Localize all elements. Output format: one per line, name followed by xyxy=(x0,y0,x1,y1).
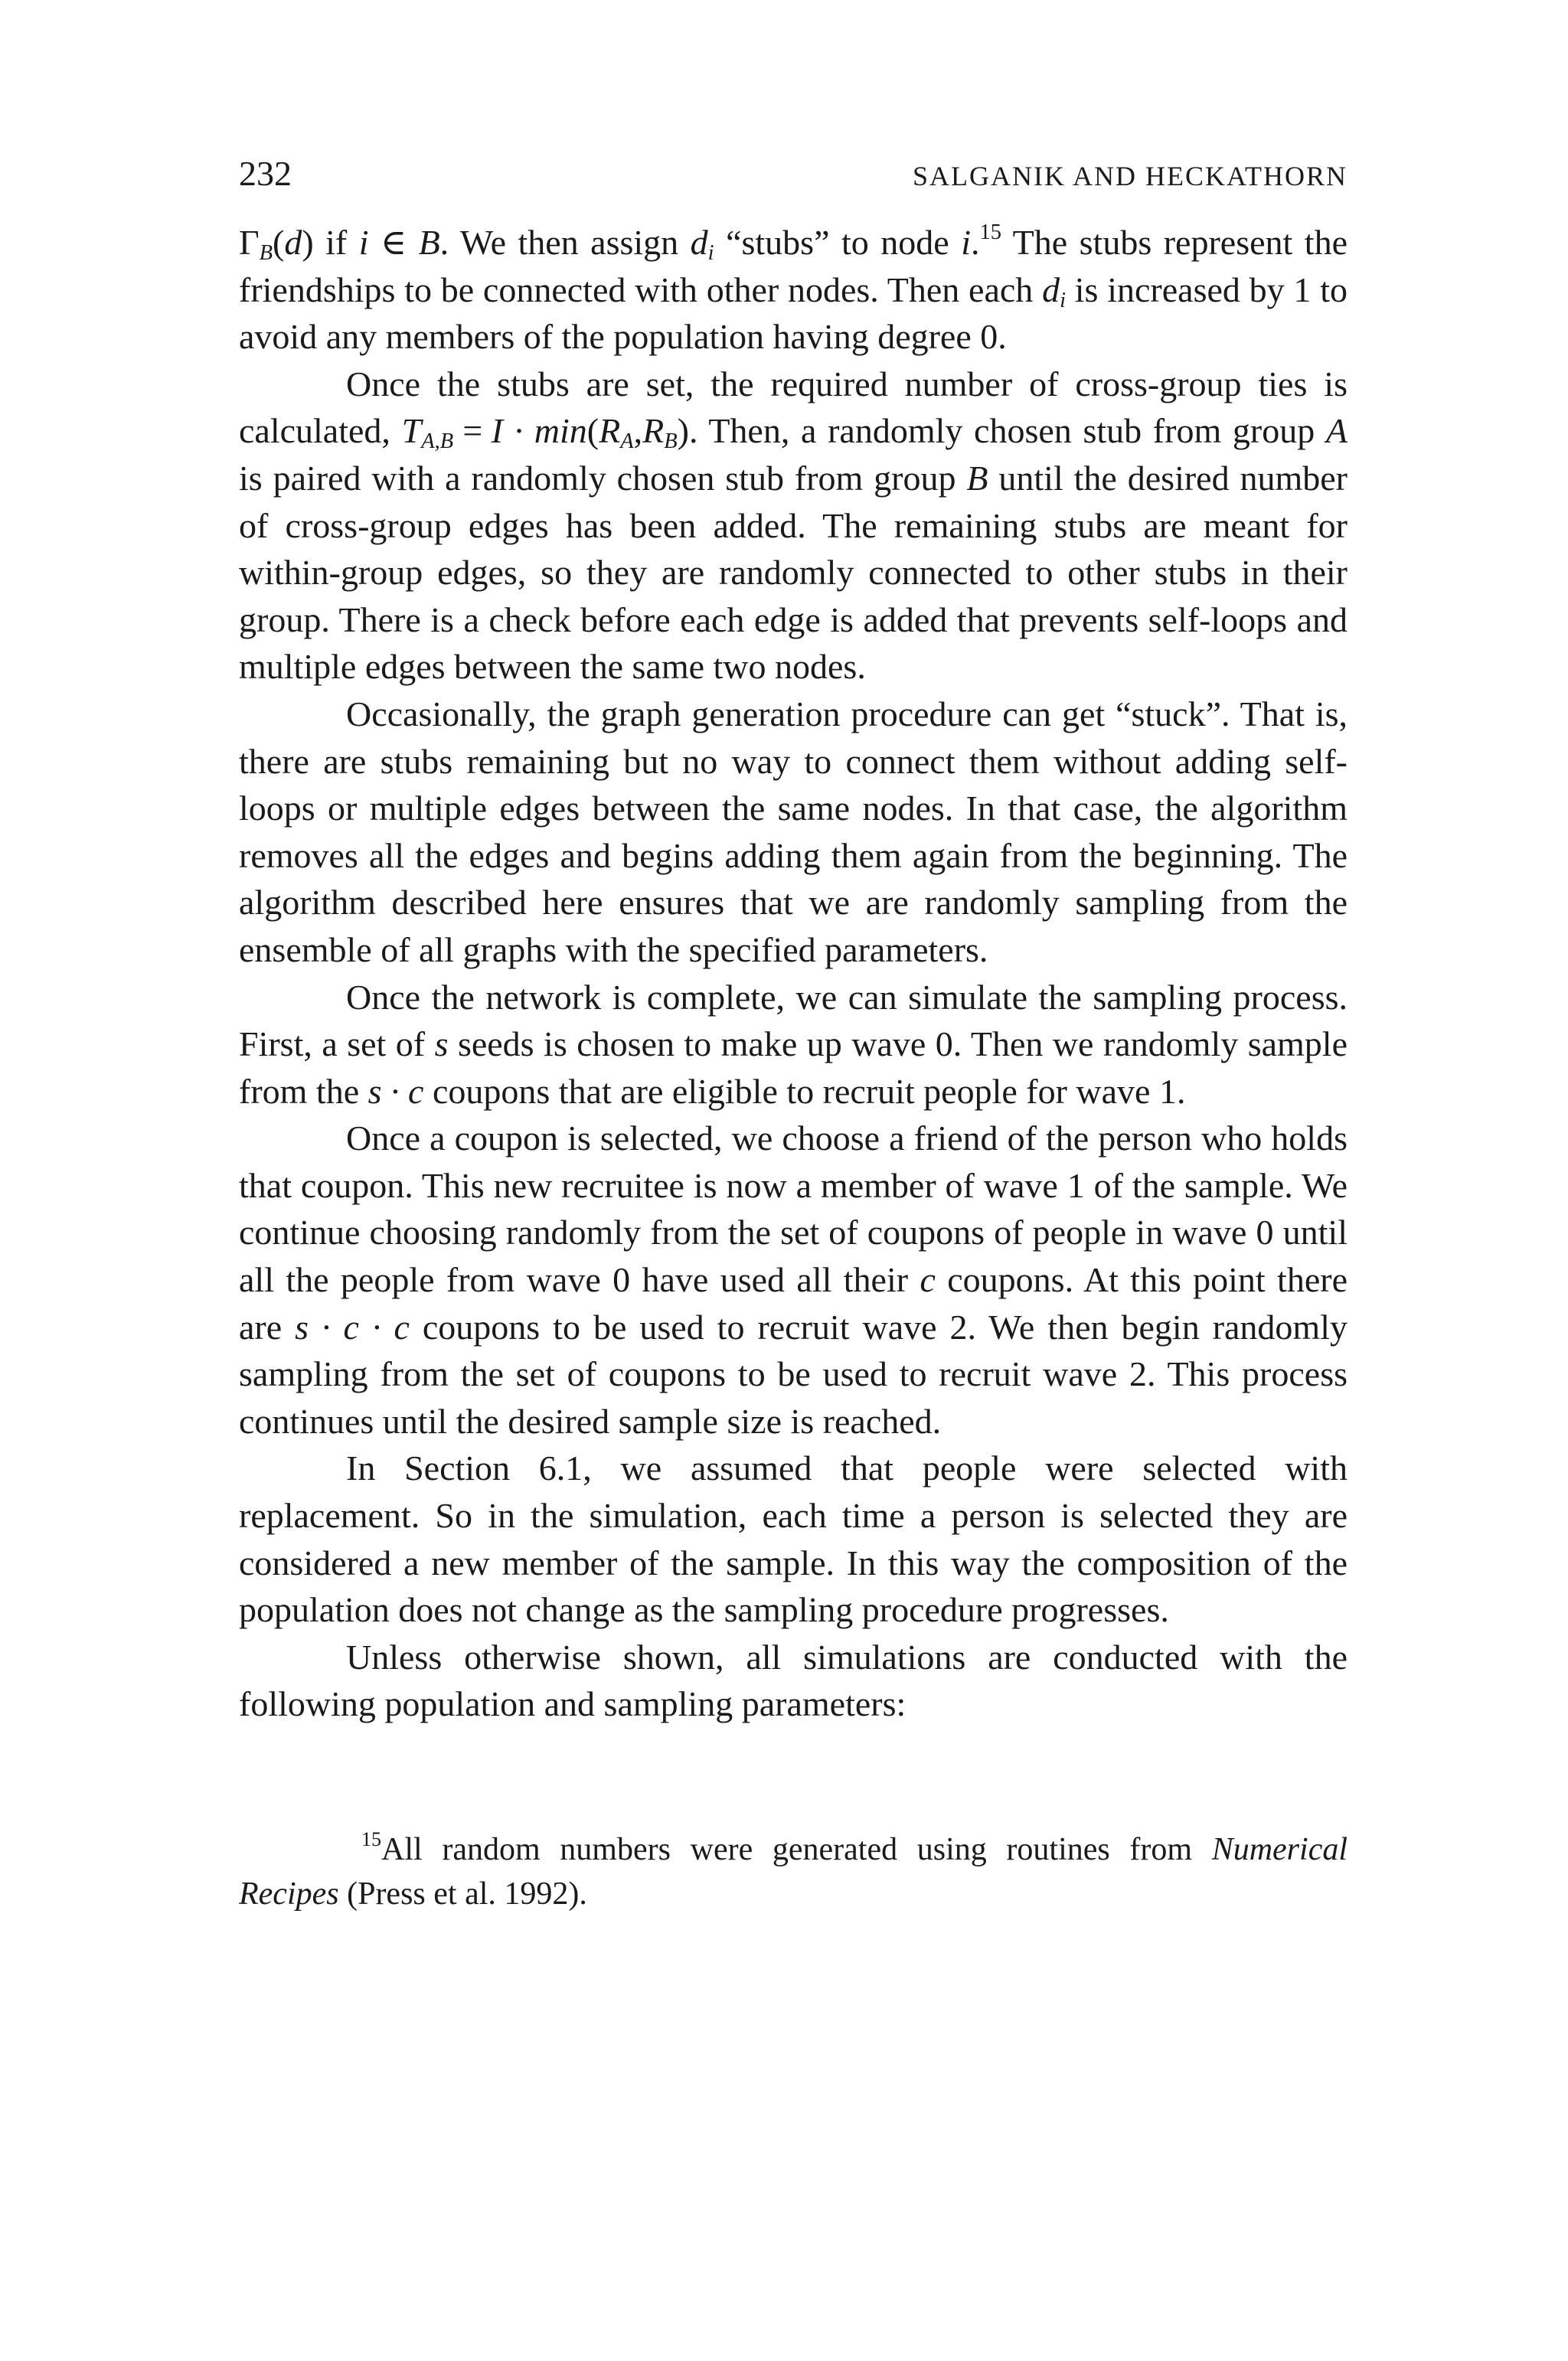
paragraph-1: $\Gamma_B(d)$ if i ∈ B. We then assign $d_i$ “stubs” to node i.$^{15}$ The stubs represent the friendships to be connected with other nodes. Then each $d_i$ is increased by 1 to avoid any members of the population having degree 0. xyxy=(239,220,1348,357)
math-sub-b: B xyxy=(259,241,273,266)
footnote-number: 15 xyxy=(361,1827,382,1850)
footnote-source-title: Numerical Recipes xyxy=(239,1832,1348,1912)
page-number: 232 xyxy=(239,154,292,193)
footnote-15: $^{15}$All random numbers were generated using routines from Numerical Recipes (Press et al. 1992). xyxy=(239,1827,1348,1912)
math-gamma: Γ xyxy=(239,223,260,262)
math-t: T xyxy=(401,411,422,451)
paragraph-5: Once a coupon is selected, we choose a friend of the person who holds that coupon. This new recruitee is now a member of wave 1 of the sample. We continue choosing randomly from the set of coupons of people in wave 0 until all the people from wave 0 have used all their c coupons. At this point there are s · c · c coupons to be used to recruit wave 2. We then begin randomly sampling from the set of coupons to be used to recruit wave 2. This process continues until the desired sample size is reached. xyxy=(239,1118,1348,1441)
running-head xyxy=(239,153,1348,214)
paragraph-3: Occasionally, the graph generation procedure can get “stuck”. That is, there are stubs remaining but no way to connect them without adding self-loops or multiple edges between the same nodes. In that case, the algorithm removes all the edges and begins adding them again from the beginning. The algorithm described here ensures that we are randomly sampling from the ensemble of all graphs with the specified parameters. xyxy=(239,694,1348,969)
running-title: SALGANIK AND HECKATHORN xyxy=(913,161,1348,191)
math-di-2: d xyxy=(1042,269,1060,309)
math-d: d xyxy=(284,223,302,262)
math-group-a: A xyxy=(1325,411,1348,451)
math-eq-rhs: = I · min xyxy=(453,411,587,451)
paragraph-6: In Section 6.1, we assumed that people were selected with replacement. So in the simulation, each time a person is selected they are considered a new member of the sample. In this way the composition of the population does not change as the sampling procedure progresses. xyxy=(239,1448,1348,1630)
math-s: s xyxy=(434,1024,449,1064)
math-ra: R xyxy=(599,411,621,451)
math-s-dot-c: s · c xyxy=(368,1071,424,1111)
math-group-b: B xyxy=(966,458,988,498)
footnote-ref-15[interactable]: 15 xyxy=(979,220,1001,245)
math-s-dot-c-dot-c: s · c · c xyxy=(295,1307,410,1347)
paragraph-2: Once the stubs are set, the required number of cross-group ties is calculated, $T_{A,B} = I \cdot \min(R_A,R_B)$. Then, a randomly chosen stub from group A is paired with a randomly chosen stub from group B until the desired number of cross-group edges has been added. The remaining stubs are meant for within-group edges, so they are randomly connected to other stubs in their group. There is a check before each edge is added that prevents self-loops and multiple edges between the same two nodes. xyxy=(239,364,1348,687)
page xyxy=(239,153,1348,1916)
math-in-b: ∈ B xyxy=(381,223,440,262)
math-c: c xyxy=(920,1260,936,1300)
paragraph-4: Once the network is complete, we can simulate the sampling process. First, a set of s seeds is chosen to make up wave 0. Then we randomly sample from the s · c coupons that are eligible to recruit people for wave 1. xyxy=(239,977,1348,1111)
math-i: i xyxy=(358,223,369,262)
math-rb: R xyxy=(642,411,665,451)
math-node-i: i xyxy=(961,223,971,262)
body-text xyxy=(239,219,1348,1728)
paragraph-7: Unless otherwise shown, all simulations are conducted with the following population and sampling parameters: xyxy=(239,1637,1348,1724)
math-di: d xyxy=(690,223,708,262)
